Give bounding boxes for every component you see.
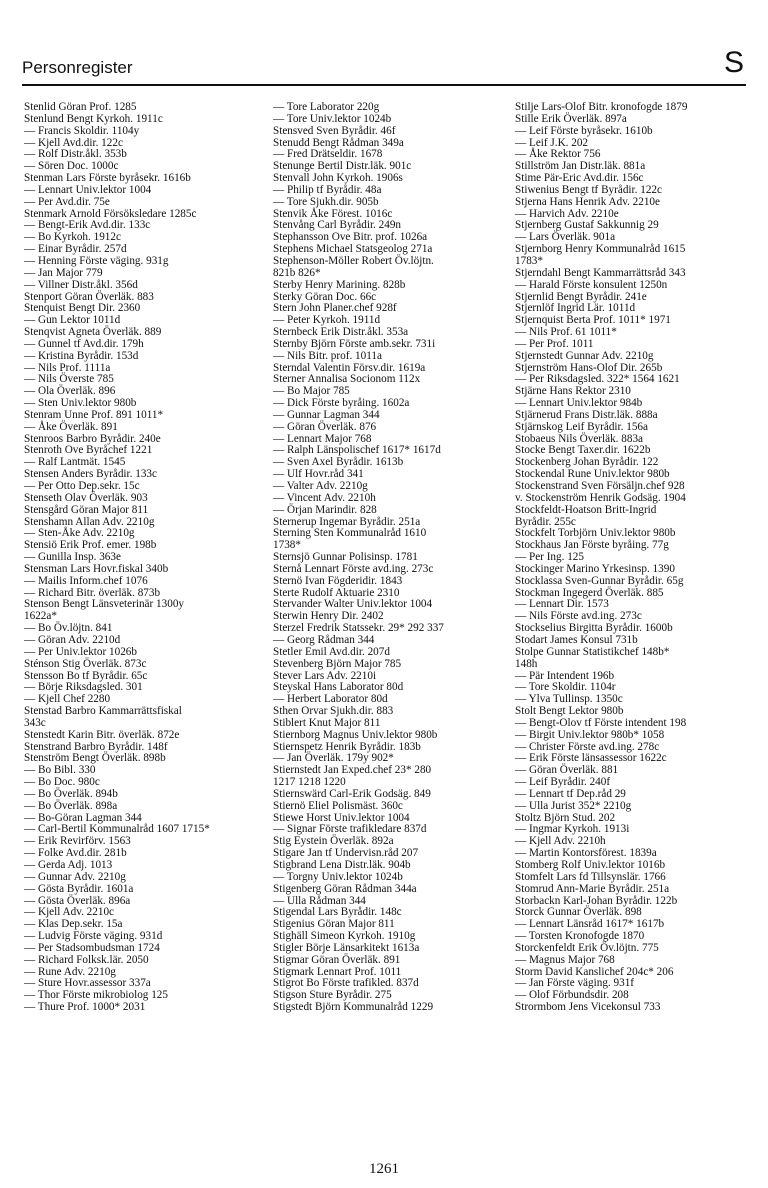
register-entry: — Erik Förste länsassessor 1622c [515, 752, 667, 765]
register-entry: Stenvång Carl Byrådir. 249n [273, 219, 402, 232]
register-entry: — Per Prof. 1011 [515, 337, 594, 350]
register-entry: — Per Ing. 125 [515, 551, 584, 564]
register-entry: — Ingmar Kyrkoh. 1913i [515, 823, 630, 836]
register-entry: 1738* [273, 539, 301, 552]
register-column-2 [273, 102, 509, 1014]
register-entry: — Per Riksdagsled. 322* 1564 1621 [515, 373, 680, 386]
register-entry: — Tore Univ.lektor 1024b [273, 112, 392, 125]
register-entry: Stensved Sven Byrådir. 46f [273, 124, 396, 137]
register-entry: Byrådir. 255c [515, 515, 576, 528]
register-entry: — Mailis Inform.chef 1076 [24, 574, 148, 587]
register-entry: 1217 1218 1220 [273, 776, 346, 789]
register-entry: Sternerup Ingemar Byrådir. 251a [273, 515, 421, 528]
register-entry: Stigenberg Göran Rådman 344a [273, 882, 417, 895]
register-entry: Stiernswärd Carl-Erik Godsäg. 849 [273, 787, 431, 800]
register-entry: — Harald Förste konsulent 1250n [515, 278, 668, 291]
register-entry: — Sten-Åke Adv. 2210g [24, 527, 135, 540]
register-entry: Sterby Henry Marining. 828b [273, 278, 406, 291]
register-entry: Sterner Annalisa Socionom 112x [273, 373, 421, 386]
register-entry: Stenshamn Allan Adv. 2210g [24, 515, 155, 528]
register-entry: Stiernspetz Henrik Byrådir. 183b [273, 740, 421, 753]
register-entry: — Ylva Tullinsp. 1350c [515, 693, 623, 706]
register-entry: Sterky Göran Doc. 66c [273, 290, 377, 303]
register-entry: — Leif Byrådir. 240f [515, 776, 611, 789]
register-entry: Stigmark Lennart Prof. 1011 [273, 965, 402, 978]
register-entry: Stockenberg Johan Byrådir. 122 [515, 456, 659, 469]
register-entry: v. Stockenström Henrik Godsäg. 1904 [515, 491, 686, 504]
register-entry: Stockhaus Jan Förste byråing. 77g [515, 539, 669, 552]
register-entry: — Valter Adv. 2210g [273, 480, 368, 492]
register-entry: Sterzel Fredrik Statssekr. 29* 292 337 [273, 622, 444, 635]
register-entry: 1622a* [24, 610, 57, 623]
register-entry: — Rolf Distr.åkl. 353b [24, 148, 127, 161]
register-entry: — Georg Rådman 344 [273, 633, 375, 646]
register-entry: — Erik Revirförv. 1563 [24, 835, 131, 848]
register-column-3 [515, 102, 751, 1014]
register-entry: Stjernquist Berta Prof. 1011* 1971 [515, 314, 671, 327]
register-entry: Stenunge Bertil Distr.läk. 901c [273, 160, 412, 173]
register-entry: — Sten Univ.lektor 980b [24, 397, 137, 410]
register-entry: — Kjell Avd.dir. 122c [24, 136, 123, 149]
register-entry: — Per Univ.lektor 1026b [24, 645, 137, 658]
register-entry: — Henning Förste väging. 931g [24, 254, 169, 267]
register-entry: Stenlund Bengt Kyrkoh. 1911c [24, 112, 163, 125]
register-entry: Stensiö Erik Prof. emer. 198b [24, 539, 157, 552]
register-entry: — Leif Förste byråsekr. 1610b [515, 124, 653, 137]
page-number: 1261 [369, 1161, 399, 1177]
register-entry: Storbackn Karl-Johan Byrådir. 122b [515, 894, 678, 907]
register-entry: Stoltz Björn Stud. 202 [515, 811, 616, 824]
register-entry: — Nils Förste avd.ing. 273c [515, 610, 642, 623]
register-entry: Stigson Sture Byrådir. 275 [273, 989, 392, 1002]
register-entry: — Tore Sjukh.dir. 905b [273, 195, 379, 208]
register-entry: Sthen Orvar Sjukh.dir. 883 [273, 705, 394, 718]
register-entry: Stigstedt Björn Kommunalråd 1229 [273, 1001, 434, 1014]
register-entry: — Lennart Major 768 [273, 432, 372, 445]
register-entry: Stockman Ingegerd Överläk. 885 [515, 586, 664, 599]
register-entry: Strormbom Jens Vicekonsul 733 [515, 1001, 661, 1014]
register-entry: Stomrud Ann-Marie Byrådir. 251a [515, 882, 670, 895]
register-entry: Stigendal Lars Byrådir. 148c [273, 906, 402, 919]
register-entry: 148h [515, 657, 538, 670]
register-entry: Stephens Michael Statsgeolog 271a [273, 243, 433, 256]
register-entry: — Örjan Marindir. 828 [273, 503, 377, 516]
register-entry: — Jan Major 779 [24, 266, 103, 279]
register-entry: Stenson Bengt Länsveterinär 1300y [24, 598, 185, 611]
register-entry: Sténson Stig Överläk. 873c [24, 657, 147, 670]
register-entry: Sternbeck Erik Distr.åkl. 353a [273, 326, 409, 339]
register-entry: — Olof Förbundsdir. 208 [515, 989, 629, 1002]
register-entry: — Thor Förste mikrobiolog 125 [24, 989, 168, 1002]
register-entry: — Per Stadsombudsman 1724 [24, 941, 160, 954]
register-entry: — Bo Major 785 [273, 385, 350, 398]
register-entry: — Kristina Byrådir. 153d [24, 349, 139, 362]
register-entry: — Klas Dep.sekr. 15a [24, 918, 123, 931]
register-entry: Stiernö Eliel Polismäst. 360c [273, 799, 403, 812]
register-entry: Stjernborg Henry Kommunalråd 1615 [515, 243, 686, 256]
register-entry: Stjernberg Gustaf Sakkunnig 29 [515, 219, 659, 232]
register-entry: — Harvich Adv. 2210e [515, 207, 619, 220]
register-entry: Stenquist Bengt Dir. 2360 [24, 302, 141, 315]
register-entry: Stocklassa Sven-Gunnar Byrådir. 65g [515, 574, 684, 587]
register-entry: — Peter Kyrkoh. 1911d [273, 314, 381, 327]
register-entry: — Birgit Univ.lektor 980b* 1058 [515, 728, 665, 741]
register-entry: Stjernström Hans-Olof Dir. 265b [515, 361, 663, 374]
section-title: Personregister [22, 58, 133, 77]
register-entry: — Per Avd.dir. 75e [24, 195, 110, 208]
register-entry: — Villner Distr.åkl. 356d [24, 278, 138, 291]
register-entry: Stensson Bo tf Byrådir. 65c [24, 669, 148, 682]
register-entry: — Herbert Laborator 80d [273, 693, 388, 706]
register-entry: Stensgård Göran Major 811 [24, 503, 149, 516]
register-entry: — Magnus Major 768 [515, 953, 615, 966]
register-entry: Stern John Planer.chef 928f [273, 302, 397, 315]
register-entry: — Åke Överläk. 891 [24, 420, 118, 433]
register-entry: — Sture Hovr.assessor 337a [24, 977, 151, 990]
register-entry: — Göran Överläk. 876 [273, 420, 377, 433]
register-entry: — Gösta Byrådir. 1601a [24, 882, 134, 895]
register-entry: Stjerndahl Bengt Kammarrättsråd 343 [515, 266, 686, 279]
register-entry: Stille Erik Överläk. 897a [515, 112, 627, 125]
register-entry: — Gun Lektor 1011d [24, 314, 121, 327]
register-entry: Stenport Göran Överläk. 883 [24, 290, 154, 303]
register-entry: — Tore Skoldir. 1104r [515, 681, 616, 694]
register-entry: Sternö Ivan Fögderidir. 1843 [273, 574, 403, 587]
register-entry: Steyskal Hans Laborator 80d [273, 681, 404, 694]
register-entry: Sternå Lennart Förste avd.ing. 273c [273, 562, 434, 575]
register-entry: — Per Otto Dep.sekr. 15c [24, 480, 140, 492]
register-entry: Storck Gunnar Överläk. 898 [515, 906, 642, 919]
register-entry: — Philip tf Byrådir. 48a [273, 183, 382, 196]
register-entry: Stenstrand Barbro Byrådir. 148f [24, 740, 168, 753]
register-entry: Stockinger Marino Yrkesinsp. 1390 [515, 562, 675, 575]
register-entry: Stenman Lars Förste byråsekr. 1616b [24, 172, 191, 185]
register-entry: — Carl-Bertil Kommunalråd 1607 1715* [24, 823, 210, 836]
register-entry: — Bo Bibl. 330 [24, 764, 96, 777]
register-entry: Stjernlid Bengt Byrådir. 241e [515, 290, 647, 303]
register-entry: — Kjell Adv. 2210c [24, 906, 115, 919]
register-entry: Stensen Anders Byrådir. 133c [24, 468, 157, 481]
register-entry: Stephansson Ove Bitr. prof. 1026a [273, 231, 428, 244]
register-entry: — Gösta Överläk. 896a [24, 894, 131, 907]
register-entry: — Francis Skoldir. 1104y [24, 124, 140, 137]
register-column-1 [24, 102, 260, 1014]
register-entry: — Dick Förste byråing. 1602a [273, 397, 410, 410]
register-entry: 343c [24, 716, 46, 729]
register-entry: — Signar Förste trafikledare 837d [273, 823, 427, 836]
register-entry: — Ulf Hovr.råd 341 [273, 468, 364, 481]
register-entry: Stighäll Simeon Kyrkoh. 1910g [273, 930, 416, 943]
register-entry: Stiblert Knut Major 811 [273, 716, 381, 729]
register-entry: Stigare Jan tf Undervisn.råd 207 [273, 847, 419, 860]
register-entry: Stervander Walter Univ.lektor 1004 [273, 598, 433, 611]
register-entry: — Lennart Dir. 1573 [515, 598, 609, 611]
register-entry: Stensman Lars Hovr.fiskal 340b [24, 562, 169, 575]
register-entry: Sternby Björn Förste amb.sekr. 731i [273, 337, 436, 350]
register-entry: — Fred Drätseldir. 1678 [273, 148, 383, 161]
register-entry: — Bo-Göran Lagman 344 [24, 811, 142, 824]
register-entry: — Jan Förste väging. 931f [515, 977, 635, 990]
register-entry: Stiernstedt Jan Exped.chef 23* 280 [273, 764, 432, 777]
register-entry: Stenström Bengt Överläk. 898b [24, 752, 166, 765]
register-entry: Stilje Lars-Olof Bitr. kronofogde 1879 [515, 101, 688, 113]
register-entry: — Bengt-Erik Avd.dir. 133c [24, 219, 151, 232]
register-entry: — Bo Kyrkoh. 1912c [24, 231, 121, 244]
register-entry: Stenlid Göran Prof. 1285 [24, 101, 137, 113]
register-entry: Stillström Jan Distr.läk. 881a [515, 160, 646, 173]
register-entry: Storckenfeldt Erik Öv.löjtn. 775 [515, 941, 659, 954]
register-entry: Stephenson-Möller Robert Öv.löjtn. [273, 254, 434, 267]
register-entry: 1783* [515, 254, 543, 267]
register-entry: — Einar Byrådir. 257d [24, 243, 127, 256]
register-entry: — Nils Bitr. prof. 1011a [273, 349, 382, 362]
register-entry: Stomfelt Lars fd Tillsynslär. 1766 [515, 870, 666, 883]
register-entry: Stenqvist Agneta Överläk. 889 [24, 326, 162, 339]
register-entry: Storm David Kanslichef 204c* 206 [515, 965, 674, 978]
register-entry: Stenudd Bengt Rådman 349a [273, 136, 404, 149]
register-entry: — Torgny Univ.lektor 1024b [273, 870, 403, 883]
register-entry: Stevenberg Björn Major 785 [273, 657, 402, 670]
register-entry: — Ulla Rådman 344 [273, 894, 366, 907]
register-entry: — Lennart Länsråd 1617* 1617b [515, 918, 665, 931]
register-entry: — Bo Doc. 980c [24, 776, 100, 789]
register-entry: Stockfeldt-Hoatson Britt-Ingrid [515, 503, 657, 516]
register-entry: Stjärne Hans Rektor 2310 [515, 385, 631, 398]
register-entry: — Torsten Kronofogde 1870 [515, 930, 645, 943]
register-entry: Stobaeus Nils Överläk. 883a [515, 432, 644, 445]
register-entry: Stenstedt Karin Bitr. överläk. 872e [24, 728, 180, 741]
register-entry: — Ulla Jurist 352* 2210g [515, 799, 632, 812]
register-entry: — Ralf Lantmät. 1545 [24, 456, 126, 469]
register-entry: Stockendal Rune Univ.lektor 980b [515, 468, 670, 481]
register-entry: — Martin Kontorsförest. 1839a [515, 847, 657, 860]
register-entry: — Lennart Univ.lektor 1004 [24, 183, 152, 196]
register-entry: Sterndal Valentin Försv.dir. 1619a [273, 361, 426, 374]
register-entry: — Sven Axel Byrådir. 1613b [273, 456, 404, 469]
register-entry: — Göran Adv. 2210d [24, 633, 121, 646]
register-entry: Stjernstedt Gunnar Adv. 2210g [515, 349, 654, 362]
register-entry: — Thure Prof. 1000* 2031 [24, 1001, 146, 1014]
register-entry: — Lennart tf Dep.råd 29 [515, 787, 626, 800]
page-header [22, 44, 746, 84]
register-entry: Stiernborg Magnus Univ.lektor 980b [273, 728, 438, 741]
register-entry: Stenvall John Kyrkoh. 1906s [273, 172, 403, 185]
register-entry: Stigler Börje Länsarkitekt 1613a [273, 941, 420, 954]
register-entry: — Bo Överläk. 898a [24, 799, 118, 812]
register-entry: Stomberg Rolf Univ.lektor 1016b [515, 859, 666, 871]
register-entry: — Richard Folksk.lär. 2050 [24, 953, 149, 966]
register-entry: Stockselius Birgitta Byrådir. 1600b [515, 622, 673, 635]
register-entry: — Lennart Univ.lektor 984b [515, 397, 643, 410]
register-entry: Stocke Bengt Taxer.dir. 1622b [515, 444, 651, 457]
register-entry: Sterte Rudolf Aktuarie 2310 [273, 586, 400, 599]
register-entry: — Pär Intendent 196b [515, 669, 615, 682]
register-entry: — Gunilla Insp. 363e [24, 551, 121, 564]
register-entry: Stjerna Hans Henrik Adv. 2210e [515, 195, 660, 208]
register-entry: Stenram Unne Prof. 891 1011* [24, 408, 164, 421]
register-entry: — Bo Öv.löjtn. 841 [24, 622, 113, 635]
register-entry: — Christer Förste avd.ing. 278c [515, 740, 660, 753]
register-entry: — Gunnel tf Avd.dir. 179h [24, 337, 144, 350]
register-entry: — Nils Överste 785 [24, 373, 114, 386]
register-entry: — Bo Överläk. 894b [24, 787, 118, 800]
header-rule [22, 84, 746, 86]
register-entry: — Vincent Adv. 2210h [273, 491, 376, 504]
register-entry: Stenroos Barbro Byrådir. 240e [24, 432, 161, 445]
section-letter: S [723, 46, 744, 79]
register-entry: — Lars Överläk. 901a [515, 231, 616, 244]
register-entry: — Richard Bitr. överläk. 873b [24, 586, 161, 599]
register-entry: — Ola Överläk. 896 [24, 385, 116, 398]
register-entry: — Jan Överläk. 179y 902* [273, 752, 394, 765]
register-entry: — Folke Avd.dir. 281b [24, 847, 127, 860]
register-entry: Stolpe Gunnar Statistikchef 148b* [515, 645, 670, 658]
register-entry: Stetler Emil Avd.dir. 207d [273, 645, 390, 658]
register-entry: Sternsjö Gunnar Polisinsp. 1781 [273, 551, 418, 564]
register-entry: 821b 826* [273, 266, 321, 279]
register-entry: — Ralph Länspolischef 1617* 1617d [273, 444, 441, 457]
register-entry: — Ludvig Förste väging. 931d [24, 930, 163, 943]
register-entry: Stodart James Konsul 731b [515, 633, 638, 646]
register-entry: Stenseth Olav Överläk. 903 [24, 491, 148, 504]
register-entry: Stig Eystein Överläk. 892a [273, 835, 394, 848]
register-entry: — Sören Doc. 1000c [24, 160, 119, 173]
register-entry: Stiewe Horst Univ.lektor 1004 [273, 811, 410, 824]
register-entry: Stenroth Ove Byråchef 1221 [24, 444, 153, 457]
register-entry: Stigenius Göran Major 811 [273, 918, 395, 931]
register-entry: — Leif J.K. 202 [515, 136, 589, 149]
register-entry: — Nils Prof. 1111a [24, 361, 111, 374]
register-entry: — Rune Adv. 2210g [24, 965, 116, 978]
register-entry: Stolt Bengt Lektor 980b [515, 705, 624, 718]
register-entry: Stjernlöf Ingrid Lär. 1011d [515, 302, 636, 315]
register-entry: — Bengt-Olov tf Förste intendent 198 [515, 716, 687, 729]
register-entry: — Gunnar Lagman 344 [273, 408, 380, 421]
register-entry: Stime Pär-Eric Avd.dir. 156c [515, 172, 644, 185]
register-entry: Stever Lars Adv. 2210i [273, 669, 377, 682]
register-entry: — Göran Överläk. 881 [515, 764, 619, 777]
register-entry: Stenstad Barbro Kammarrättsfiskal [24, 705, 182, 718]
register-entry: Stenvik Åke Förest. 1016c [273, 207, 393, 220]
register-entry: Stigrot Bo Förste trafikled. 837d [273, 977, 419, 990]
register-entry: Stockfelt Torbjörn Univ.lektor 980b [515, 527, 676, 540]
register-entry: Stenmark Arnold Försöksledare 1285c [24, 207, 197, 220]
register-entry: — Gerda Adj. 1013 [24, 859, 113, 871]
register-entry: Stockenstrand Sven Försäljn.chef 928 [515, 480, 685, 492]
register-entry: — Åke Rektor 756 [515, 148, 601, 161]
register-entry: Stjärnerud Frans Distr.läk. 888a [515, 408, 658, 421]
register-entry: — Börje Riksdagsled. 301 [24, 681, 143, 694]
register-entry: Stigmar Göran Överläk. 891 [273, 953, 401, 966]
register-entry: — Nils Prof. 61 1011* [515, 326, 617, 339]
register-entry: — Tore Laborator 220g [273, 101, 380, 113]
register-entry: Stjärnskog Leif Byrådir. 156a [515, 420, 648, 433]
register-entry: — Gunnar Adv. 2210g [24, 870, 126, 883]
register-entry: — Kjell Adv. 2210h [515, 835, 606, 848]
register-entry: Stiwenius Bengt tf Byrådir. 122c [515, 183, 662, 196]
register-entry: Sterwin Henry Dir. 2402 [273, 610, 384, 623]
register-entry: — Kjell Chef 2280 [24, 693, 111, 706]
register-entry: Sterning Sten Kommunalråd 1610 [273, 527, 427, 540]
register-entry: Stigbrand Lena Distr.läk. 904b [273, 859, 411, 871]
